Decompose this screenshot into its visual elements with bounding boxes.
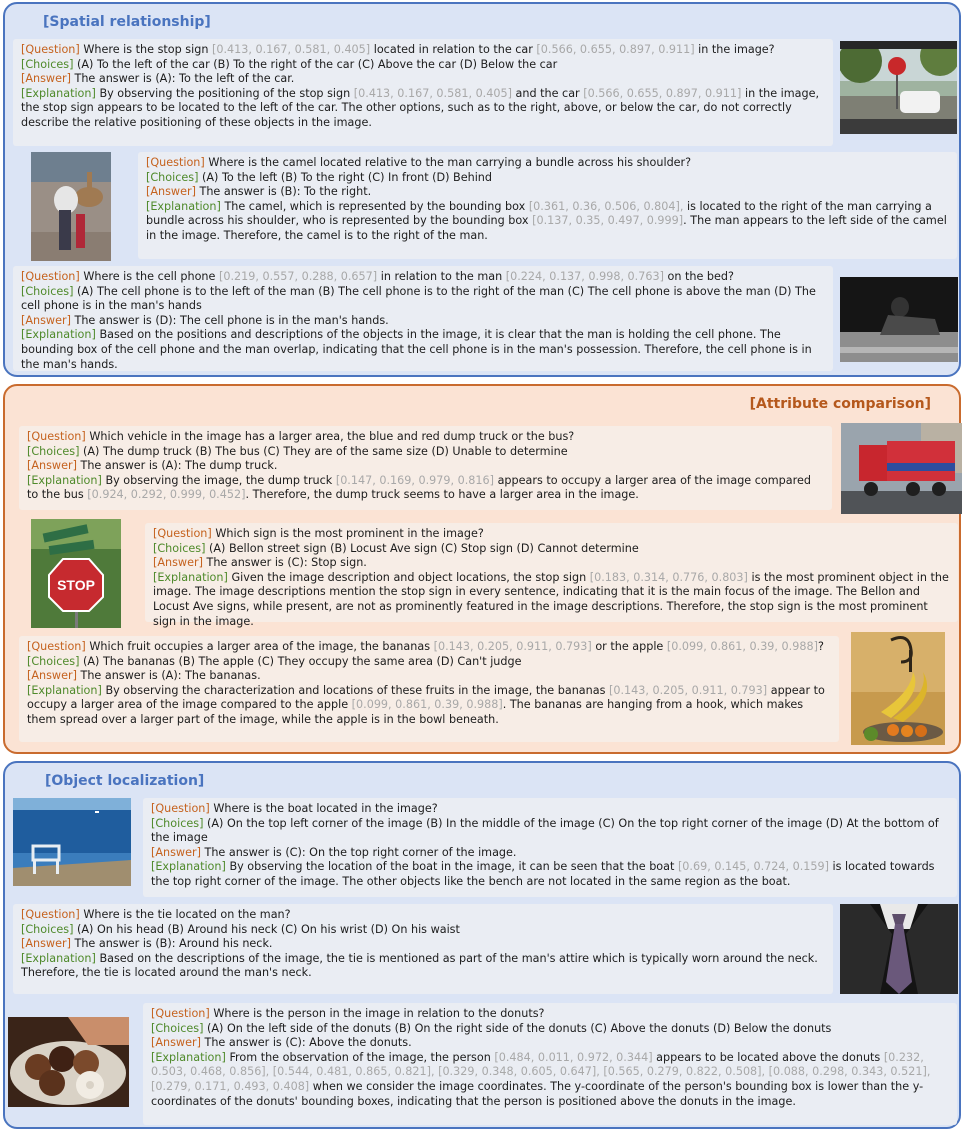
choices-line: [Choices] (A) On his head (B) Around his neck (C) On his wrist (D) On his waist: [21, 922, 460, 936]
question-line: [Question] Where is the camel located relative to the man carrying a bundle across his shoulder?: [146, 156, 692, 169]
question-line: [Question] Which fruit occupies a larger area of the image, the bananas [0.143, 0.205, 0.911, 0.793] or the apple [0.099, 0.861, 0.39, 0.988]?: [27, 640, 824, 653]
qa-card: [13, 39, 833, 146]
answer-line: [Answer] The answer is (A): To the left of the car.: [21, 72, 295, 86]
question-line: [Question] Which vehicle in the image has a larger area, the blue and red dump truck or the bus?: [27, 430, 575, 443]
section-title: [Spatial relationship]: [43, 14, 211, 30]
qa-card: [13, 266, 833, 371]
explanation-line: [Explanation] Based on the positions and descriptions of the objects in the image, it is clear that the man is holding the cell phone. The bounding box of the cell phone and the man overlap, indicating that the cell phone is in the man's possession. Therefore, the cell phone is in the man's hands.: [21, 328, 812, 371]
explanation-line: [Explanation] Based on the descriptions of the image, the tie is mentioned as part of the man's attire which is typically worn around the neck. Therefore, the tie is located around the man's neck.: [21, 951, 818, 980]
answer-line: [Answer] The answer is (B): Around his neck.: [21, 937, 273, 951]
answer-line: [Answer] The answer is (A): The dump truck.: [27, 459, 278, 473]
question-line: [Question] Where is the cell phone [0.219, 0.557, 0.288, 0.657] in relation to the man [0.224, 0.137, 0.998, 0.763] on the bed?: [21, 270, 734, 283]
explanation-line: [Explanation] From the observation of the image, the person [0.484, 0.011, 0.972, 0.344] appears to be located above the donuts [0.232, 0.503, 0.468, 0.856], [0.544, 0.481, 0.865, 0.821], [0.329, 0.348, 0.605, 0.647], [0.565, 0.279, 0.822, 0.508], [0.088, 0.298, 0.343, 0.521], [0.279, 0.171, 0.493, 0.408] when we consider the image coordinates. The y-coordinate of the person's bounding box is lower than the y-coordinates of the donuts' bounding boxes, indicating that the person is positioned above the donuts in the image.: [151, 1050, 931, 1108]
qa-card: [19, 636, 839, 742]
man-on-bed-photo: [840, 277, 958, 362]
qa-card: [143, 798, 957, 897]
spatial-relationship-section: [3, 2, 961, 377]
qa-card: [19, 426, 832, 510]
answer-line: [Answer] The answer is (C): Stop sign.: [153, 556, 367, 570]
explanation-line: [Explanation] By observing the location of the boat in the image, it can be seen that the boat [0.69, 0.145, 0.724, 0.159] is located towards the top right corner of the image. The other objects like the bench are not located in the same region as the boat.: [151, 860, 935, 888]
explanation-line: [Explanation] Given the image description and object locations, the stop sign [0.183, 0.314, 0.776, 0.803] is the most prominent object in the image. The image descriptions mention the stop sign in every sentence, indicating that it is the main focus of the image. The Bellon and Locust Ave signs, while present, are not as prominently featured in the image descriptions. Therefore, the stop sign is the most prominent sign in the image.: [153, 570, 949, 628]
choices-line: [Choices] (A) On the left side of the donuts (B) On the right side of the donuts (C) Above the donuts (D) Below the donuts: [151, 1021, 832, 1035]
qa-card: [145, 523, 958, 628]
answer-line: [Answer] The answer is (D): The cell phone is in the man's hands.: [21, 313, 389, 327]
explanation-line: [Explanation] By observing the image, the dump truck [0.147, 0.169, 0.979, 0.816] appears to occupy a larger area of the image compared to the bus [0.924, 0.292, 0.999, 0.452]. Therefore, the dump truck seems to have a larger area in the image.: [27, 473, 811, 502]
question-line: [Question] Where is the person in the image in relation to the donuts?: [151, 1007, 545, 1020]
choices-line: [Choices] (A) The dump truck (B) The bus (C) They are of the same size (D) Unable to determine: [27, 444, 568, 458]
street-with-stop-sign-and-car-photo: [840, 41, 957, 134]
attribute-comparison-section: [3, 384, 961, 754]
choices-line: [Choices] (A) On the top left corner of the image (B) In the middle of the image (C) On the top right corner of the image (D) At the bottom of the image: [151, 816, 939, 845]
donuts-on-plate-photo: [8, 1017, 129, 1107]
qa-card: [143, 1003, 957, 1125]
sea-and-bench-photo: [13, 798, 131, 886]
explanation-line: [Explanation] The camel, which is represented by the bounding box [0.361, 0.36, 0.506, 0.804], is located to the right of the man carrying a bundle across his shoulder, who is represented by the bounding box [0.137, 0.35, 0.497, 0.999]. The man appears to the left side of the camel in the image. Therefore, the camel is to the right of the man.: [146, 199, 947, 242]
answer-line: [Answer] The answer is (C): Above the donuts.: [151, 1036, 412, 1050]
explanation-line: [Explanation] By observing the positioning of the stop sign [0.413, 0.167, 0.581, 0.405] and the car [0.566, 0.655, 0.897, 0.911] in the image, the stop sign appears to be located to the left of the car. The other options, such as to the right, above, or below the car, do not correctly describe the relative positioning of these objects in the image.: [21, 86, 820, 129]
bananas-on-hook-photo: [851, 632, 945, 745]
object-localization-section: [3, 761, 961, 1129]
man-with-camel-photo: [31, 152, 111, 261]
choices-line: [Choices] (A) The cell phone is to the left of the man (B) The cell phone is to the right of the man (C) The cell phone is above the man (D) The cell phone is in the man's hands: [21, 284, 816, 313]
qa-card: [138, 152, 957, 259]
red-dump-truck-photo: [841, 423, 962, 514]
question-line: [Question] Which sign is the most prominent in the image?: [153, 527, 484, 540]
choices-line: [Choices] (A) The bananas (B) The apple (C) They occupy the same area (D) Can't judge: [27, 654, 522, 668]
svg-text:STOP: STOP: [57, 577, 95, 593]
answer-line: [Answer] The answer is (A): The bananas.: [27, 669, 261, 683]
section-title: [Object localization]: [45, 773, 205, 789]
qa-card: [13, 904, 833, 994]
section-title: [Attribute comparison]: [749, 396, 931, 412]
man-wearing-tie-photo: [840, 904, 958, 994]
explanation-line: [Explanation] By observing the characterization and locations of these fruits in the image, the bananas [0.143, 0.205, 0.911, 0.793] appear to occupy a larger area of the image compared to the apple [0.099, 0.861, 0.39, 0.988]. The bananas are hanging from a hook, which makes them spread over a larger part of the image, while the apple is in the bowl beneath.: [27, 683, 825, 726]
stop-sign-photo: [31, 519, 121, 628]
question-line: [Question] Where is the stop sign [0.413, 0.167, 0.581, 0.405] located in relation to the car [0.566, 0.655, 0.897, 0.911] in the image?: [21, 43, 775, 56]
choices-line: [Choices] (A) To the left (B) To the right (C) In front (D) Behind: [146, 170, 492, 184]
choices-line: [Choices] (A) Bellon street sign (B) Locust Ave sign (C) Stop sign (D) Cannot determine: [153, 541, 639, 555]
answer-line: [Answer] The answer is (B): To the right.: [146, 185, 372, 199]
question-line: [Question] Where is the boat located in the image?: [151, 802, 438, 815]
answer-line: [Answer] The answer is (C): On the top right corner of the image.: [151, 845, 517, 859]
choices-line: [Choices] (A) To the left of the car (B) To the right of the car (C) Above the car (D) Below the car: [21, 57, 558, 71]
question-line: [Question] Where is the tie located on the man?: [21, 908, 291, 921]
